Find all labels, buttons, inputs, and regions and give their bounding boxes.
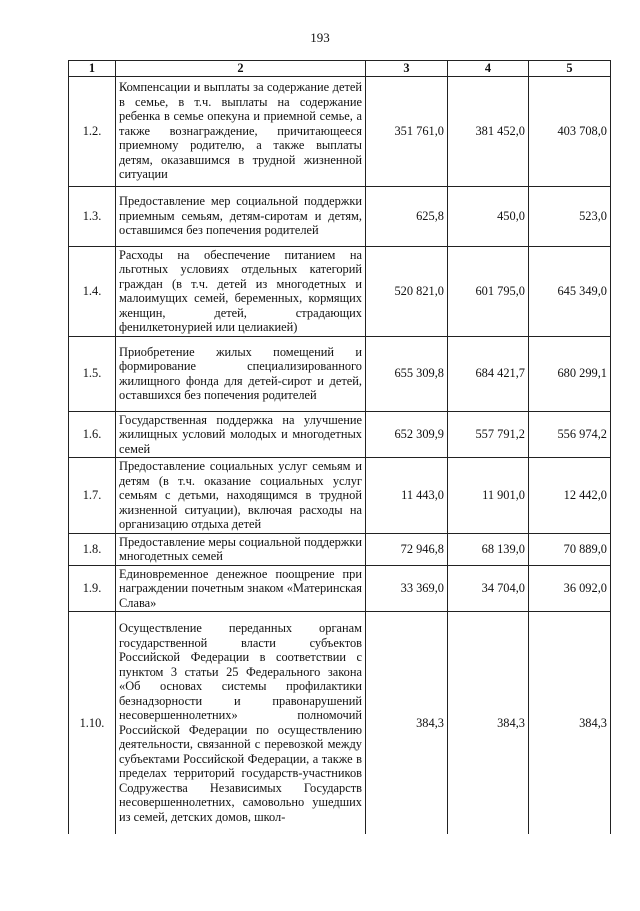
value-col-3: 655 309,8	[366, 336, 448, 411]
table-row	[69, 612, 611, 834]
value-col-5: 36 092,0	[529, 565, 611, 612]
row-description: Приобретение жилых помещений и формирование специализированного жилищного фонда для детей-сирот и детей, оставшихся без попечения родителей	[116, 336, 366, 411]
budget-table	[68, 60, 611, 834]
value-col-3: 625,8	[366, 186, 448, 246]
row-description: Предоставление меры социальной поддержки многодетных семей	[116, 533, 366, 565]
table-row	[69, 533, 611, 565]
value-col-4: 384,3	[448, 612, 529, 834]
row-description: Расходы на обеспечение питанием на льготных условиях отдельных категорий граждан (в т.ч. детей из многодетных и малоимущих семей, беременных, кормящих женщин, детей, страдающих фенилкетонурией или целиакией)	[116, 246, 366, 336]
row-description: Компенсации и выплаты за содержание детей в семье, в т.ч. выплаты на содержание ребенка в семье опекуна и приемной семье, а также вознаграждение, причитающееся приемному родителю, а также выплаты детям, оказавшимся в трудной жизненной ситуации	[116, 76, 366, 186]
value-col-4: 34 704,0	[448, 565, 529, 612]
value-col-3: 384,3	[366, 612, 448, 834]
value-col-4: 601 795,0	[448, 246, 529, 336]
header-col-3: 3	[366, 61, 448, 77]
row-number: 1.2.	[69, 76, 116, 186]
row-number: 1.7.	[69, 458, 116, 534]
header-col-4: 4	[448, 61, 529, 77]
value-col-5: 12 442,0	[529, 458, 611, 534]
value-col-5: 403 708,0	[529, 76, 611, 186]
header-col-5: 5	[529, 61, 611, 77]
value-col-3: 652 309,9	[366, 411, 448, 458]
row-description: Единовременное денежное поощрение при награждении почетным знаком «Материнская Слава»	[116, 565, 366, 612]
header-row	[69, 61, 611, 77]
row-description: Государственная поддержка на улучшение жилищных условий молодых и многодетных семей	[116, 411, 366, 458]
page-number: 193	[310, 30, 330, 45]
table-row	[69, 336, 611, 411]
value-col-4: 381 452,0	[448, 76, 529, 186]
header-col-1: 1	[69, 61, 116, 77]
value-col-5: 645 349,0	[529, 246, 611, 336]
row-number: 1.5.	[69, 336, 116, 411]
value-col-5: 680 299,1	[529, 336, 611, 411]
header-col-2: 2	[116, 61, 366, 77]
row-description: Предоставление социальных услуг семьям и детям (в т.ч. оказание социальных услуг семьям с детьми, находящимся в трудной жизненной ситуации), включая расходы на организацию отдыха детей	[116, 458, 366, 534]
row-number: 1.9.	[69, 565, 116, 612]
value-col-5: 523,0	[529, 186, 611, 246]
value-col-4: 684 421,7	[448, 336, 529, 411]
value-col-4: 68 139,0	[448, 533, 529, 565]
table-row	[69, 186, 611, 246]
row-number: 1.3.	[69, 186, 116, 246]
value-col-5: 70 889,0	[529, 533, 611, 565]
value-col-3: 351 761,0	[366, 76, 448, 186]
value-col-3: 72 946,8	[366, 533, 448, 565]
row-description: Предоставление мер социальной поддержки приемным семьям, детям-сиротам и детям, оставшимся без попечения родителей	[116, 186, 366, 246]
row-number: 1.10.	[69, 612, 116, 834]
row-number: 1.8.	[69, 533, 116, 565]
table-row	[69, 565, 611, 612]
row-description: Осуществление переданных органам государственной власти субъектов Российской Федерации в соответствии с пунктом 3 статьи 25 Федерального закона «Об основах системы профилактики безнадзорности и правонарушений несовершеннолетних» полномочий Российской Федерации по осуществлению деятельности, связанной с перевозкой между субъектами Российской Федерации, а также в пределах территорий государств-участников Содружества Независимых Государств несовершеннолетних, самовольно ушедших из семей, детских домов, школ-	[116, 612, 366, 834]
table-row	[69, 458, 611, 534]
value-col-3: 11 443,0	[366, 458, 448, 534]
value-col-4: 450,0	[448, 186, 529, 246]
value-col-5: 384,3	[529, 612, 611, 834]
value-col-5: 556 974,2	[529, 411, 611, 458]
value-col-3: 33 369,0	[366, 565, 448, 612]
row-number: 1.6.	[69, 411, 116, 458]
table-row	[69, 246, 611, 336]
value-col-3: 520 821,0	[366, 246, 448, 336]
value-col-4: 11 901,0	[448, 458, 529, 534]
table-row	[69, 76, 611, 186]
row-number: 1.4.	[69, 246, 116, 336]
table-row	[69, 411, 611, 458]
value-col-4: 557 791,2	[448, 411, 529, 458]
